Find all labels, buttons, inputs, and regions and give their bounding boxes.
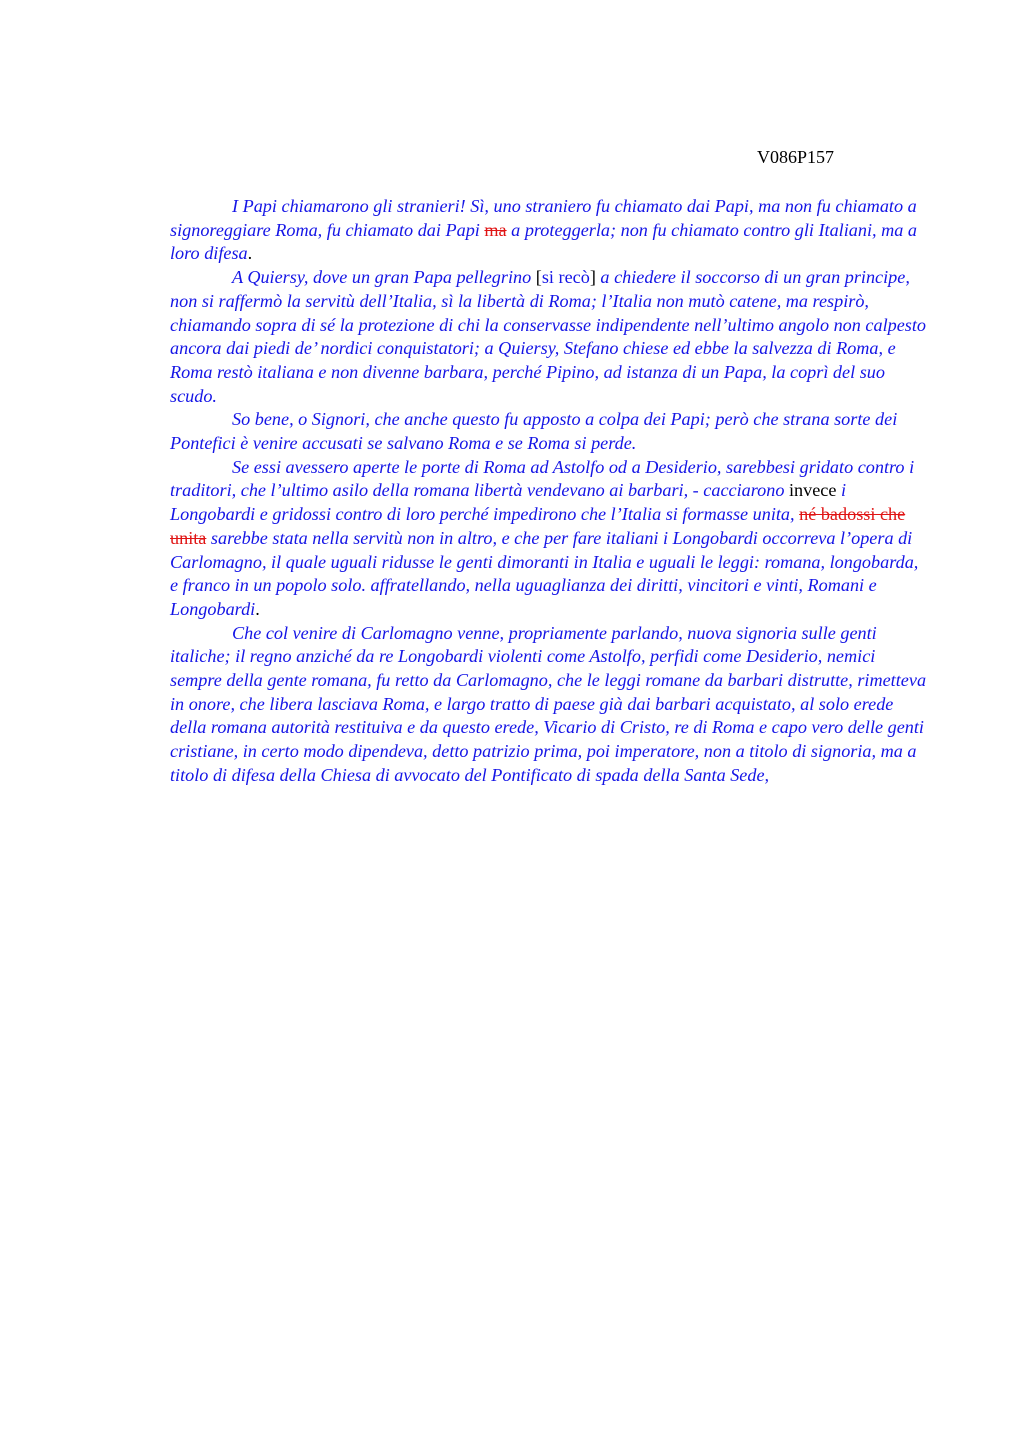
text-run-upright: . xyxy=(247,243,253,264)
text-run: I Papi chiamarono gli stranieri! Sì, uno straniero fu chiamato dai Papi, ma non fu chiamato a signoreggiare Roma, fu chiamato dai Papi xyxy=(170,196,917,240)
text-run: Se essi avessero aperte le porte di Roma ad Astolfo od a Desiderio, sarebbesi gridato contro i traditori, che l’ultimo asilo della romana libertà vendevano ai barbari, - cacciarono xyxy=(170,456,915,501)
text-run-upright: invece xyxy=(788,480,837,501)
text-run: Che col venire di Carlomagno venne, propriamente parlando, nuova signoria sulle genti italiche; il regno anziché da re Longobardi violenti come Astolfo, perfidi come Desiderio, nemici sempre della gente romana, fu retto da Carlomagno, che le leggi romane da barbari distrutte, rimetteva in onore, che libera lasciava Roma, e largo tratto di paese già dai barbari acquistato, al solo erede della romana autorità restituiva e da questo erede, Vicario di Cristo, re di Roma e capo vero delle genti cristiane, in certo modo dipendeva, detto patrizio prima, poi imperatore, non a titolo di signoria, ma a titolo di difesa della Chiesa di avvocato del Pontificato di spada della Santa Sede, xyxy=(170,622,927,785)
text-run-upright: . xyxy=(255,598,260,619)
deleted-text: né badossi che unita xyxy=(170,504,906,548)
bracket-close: ] xyxy=(589,267,596,288)
deleted-text: ma xyxy=(484,219,507,240)
paragraph-1 xyxy=(170,195,930,266)
text-run: i Longobardi e gridossi contro di loro perché impedirono che l’Italia si formasse unita, xyxy=(170,480,847,525)
paragraph-5 xyxy=(170,622,930,788)
text-run: So bene, o Signori, che anche questo fu apposto a colpa dei Papi; però che strana sorte dei Pontefici è venire accusati se salvano Roma e se Roma si perde. xyxy=(170,409,898,454)
paragraph-2 xyxy=(170,266,930,408)
paragraph-4 xyxy=(170,456,930,622)
text-run: sarebbe stata nella servitù non in altro, e che per fare italiani i Longobardi occorreva l’opera di Carlomagno, il quale uguali ridusse le genti dimoranti in Italia e uguali le leggi: romana, longobarda, e franco in un popolo solo. affratellando, nella uguaglianza dei diritti, vincitori e vinti, Romani e Longobardi xyxy=(170,527,919,619)
page-id: V086P157 xyxy=(757,147,835,167)
bracket-open: [ xyxy=(535,267,542,288)
paragraph-3 xyxy=(170,408,930,455)
text-run: a chiedere il soccorso di un gran principe, non si raffermò la servitù dell’Italia, sì la libertà di Roma; l’Italia non mutò catene, ma respirò, chiamando sopra di sé la protezione di chi la conservasse indipendente nell’ultimo angolo non calpesto ancora dai piedi de’ nordici conquistatori; a Quiersy, Stefano chiese ed ebbe la salvezza di Roma, e Roma restò italiana e non divenne barbara, perché Pipino, ad istanza di un Papa, la coprì del suo scudo. xyxy=(170,267,927,406)
inserted-text: si recò xyxy=(541,267,590,288)
text-run: A Quiersy, dove un gran Papa pellegrino xyxy=(232,267,536,288)
text-run: a proteggerla; non fu chiamato contro gli Italiani, ma a loro difesa xyxy=(170,219,917,264)
document-body xyxy=(170,195,930,788)
